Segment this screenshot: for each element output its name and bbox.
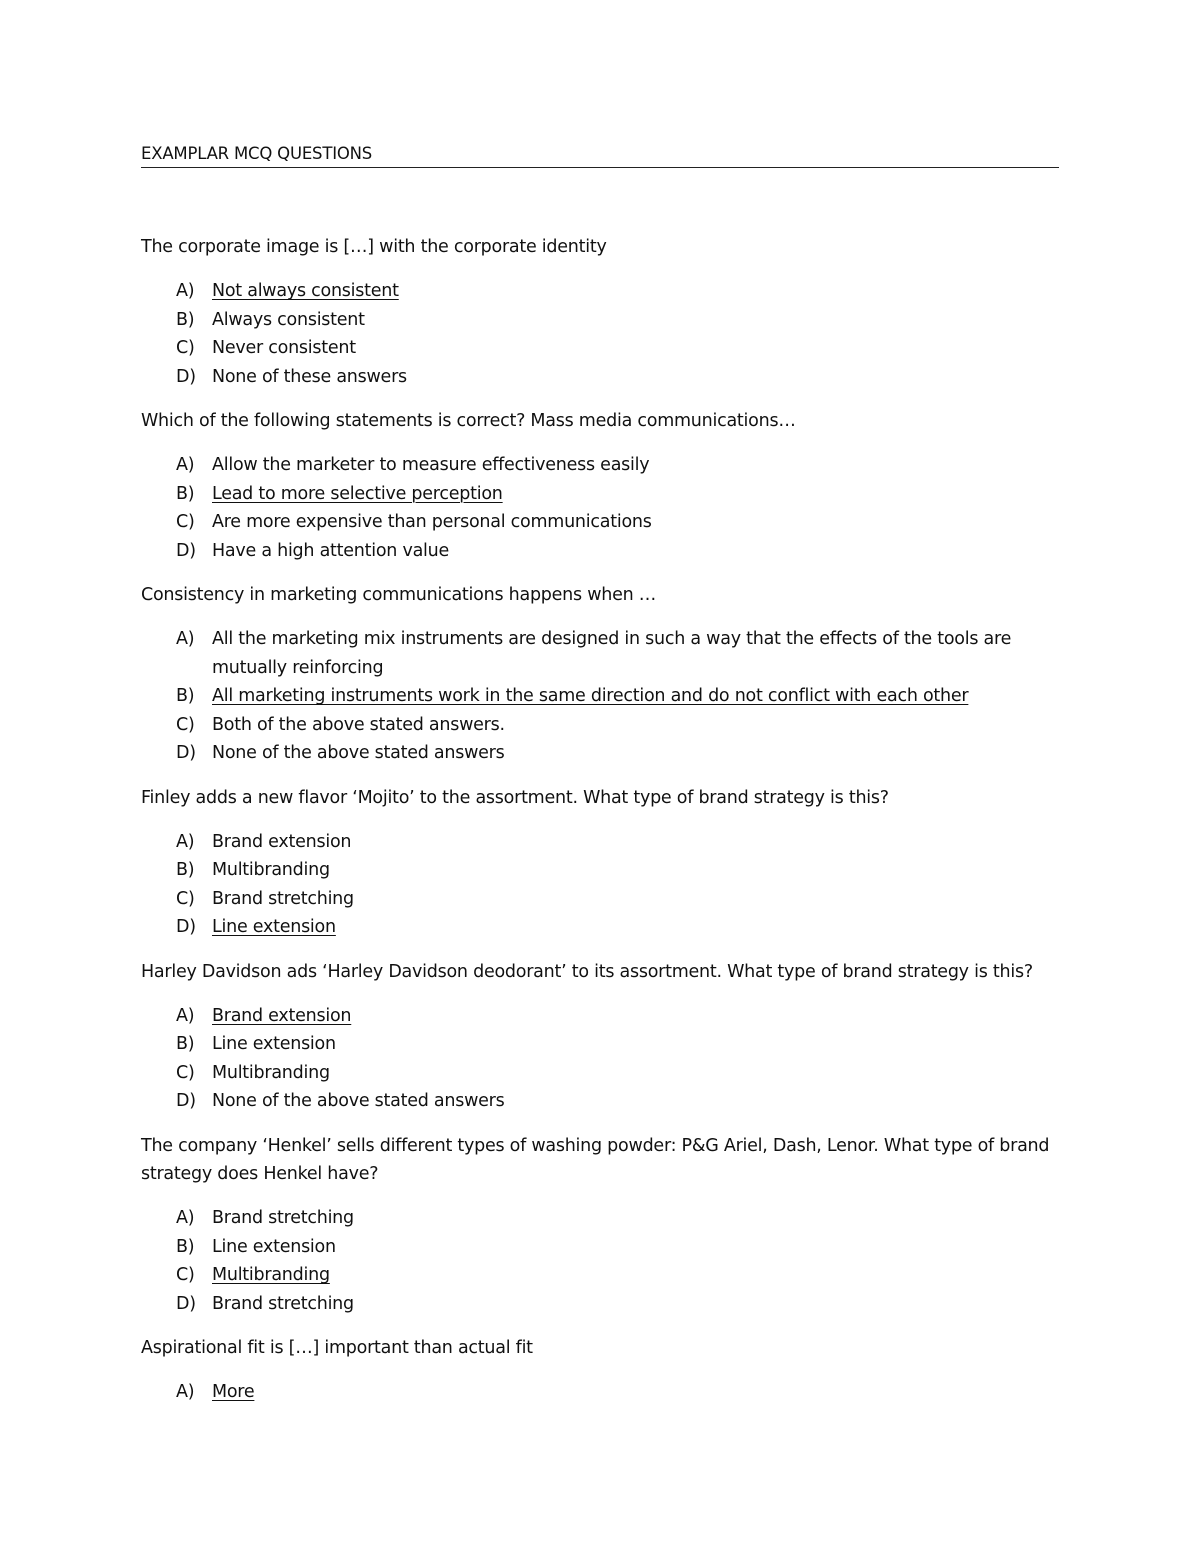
- question-text: Which of the following statements is correct? Mass media communications…: [141, 411, 796, 432]
- option-list: [141, 828, 1059, 942]
- option-d: [141, 1290, 1059, 1318]
- option-letter: B): [176, 1034, 195, 1055]
- question-3: [141, 581, 1059, 767]
- option-letter: A): [176, 1382, 195, 1403]
- question-text: The company ‘Henkel’ sells different types of washing powder: P&G Ariel, Dash, Lenor. What type of brand strategy does Henkel have?: [141, 1135, 1050, 1184]
- option-text: Line extension: [212, 917, 336, 938]
- option-text: Not always consistent: [212, 281, 399, 302]
- option-letter: C): [176, 1062, 195, 1083]
- option-text: None of the above stated answers: [212, 1091, 505, 1112]
- question-list: [141, 233, 1059, 1407]
- option-c: [141, 711, 1059, 739]
- option-letter: D): [176, 743, 196, 764]
- option-a: [141, 1378, 1059, 1406]
- option-list: [141, 1002, 1059, 1116]
- question-text: Harley Davidson ads ‘Harley Davidson deodorant’ to its assortment. What type of brand strategy is this?: [141, 961, 1033, 982]
- option-list: [141, 625, 1059, 767]
- option-letter: D): [176, 366, 196, 387]
- question-1: [141, 233, 1059, 391]
- option-letter: C): [176, 338, 195, 359]
- question-6: [141, 1132, 1059, 1318]
- question-2: [141, 407, 1059, 565]
- option-text: Are more expensive than personal communications: [212, 512, 652, 533]
- option-c: [141, 334, 1059, 362]
- option-c: [141, 885, 1059, 913]
- option-a: [141, 277, 1059, 305]
- option-list: [141, 451, 1059, 565]
- document-page: [141, 142, 1059, 1423]
- option-d: [141, 537, 1059, 565]
- option-letter: A): [176, 1005, 195, 1026]
- question-4: [141, 784, 1059, 942]
- option-text: Multibranding: [212, 1265, 330, 1286]
- option-letter: C): [176, 714, 195, 735]
- option-letter: A): [176, 1208, 195, 1229]
- option-a: [141, 1204, 1059, 1232]
- option-letter: D): [176, 540, 196, 561]
- option-letter: D): [176, 1293, 196, 1314]
- option-text: None of these answers: [212, 366, 407, 387]
- option-text: Have a high attention value: [212, 540, 450, 561]
- option-text: All marketing instruments work in the same direction and do not conflict with each other: [212, 686, 969, 707]
- option-letter: A): [176, 455, 195, 476]
- option-b: [141, 306, 1059, 334]
- option-text: Brand extension: [212, 831, 352, 852]
- question-text: Aspirational fit is […] important than actual fit: [141, 1338, 533, 1358]
- option-a: [141, 625, 1059, 682]
- option-a: [141, 828, 1059, 856]
- option-letter: B): [176, 309, 195, 330]
- option-letter: B): [176, 860, 195, 881]
- option-letter: B): [176, 483, 195, 504]
- option-d: [141, 1087, 1059, 1115]
- option-letter: C): [176, 512, 195, 533]
- option-d: [141, 363, 1059, 391]
- option-a: [141, 1002, 1059, 1030]
- option-letter: A): [176, 629, 195, 650]
- option-text: Lead to more selective perception: [212, 483, 503, 504]
- option-text: None of the above stated answers: [212, 743, 505, 764]
- option-text: Allow the marketer to measure effectiveness easily: [212, 455, 650, 476]
- option-letter: A): [176, 831, 195, 852]
- option-letter: D): [176, 1091, 196, 1112]
- option-d: [141, 739, 1059, 767]
- option-c: [141, 1261, 1059, 1289]
- option-a: [141, 451, 1059, 479]
- option-letter: D): [176, 917, 196, 938]
- option-text: Brand stretching: [212, 1208, 354, 1229]
- option-b: [141, 682, 1059, 710]
- option-text: Brand stretching: [212, 1293, 354, 1314]
- option-text: Line extension: [212, 1236, 336, 1257]
- option-text: All the marketing mix instruments are designed in such a way that the effects of the tools are mutually reinforcing: [212, 629, 1012, 678]
- option-list: [141, 277, 1059, 391]
- option-d: [141, 913, 1059, 941]
- question-5: [141, 958, 1059, 1116]
- option-b: [141, 1233, 1059, 1261]
- option-text: Never consistent: [212, 338, 356, 359]
- option-b: [141, 480, 1059, 508]
- document-title: EXAMPLAR MCQ QUESTIONS: [141, 142, 1059, 168]
- option-letter: C): [176, 888, 195, 909]
- option-list: [141, 1204, 1059, 1318]
- option-c: [141, 508, 1059, 536]
- option-letter: B): [176, 686, 195, 707]
- option-text: Multibranding: [212, 1062, 330, 1083]
- option-b: [141, 856, 1059, 884]
- option-letter: A): [176, 281, 195, 302]
- option-text: Brand stretching: [212, 888, 354, 909]
- option-text: More: [212, 1382, 255, 1403]
- option-text: Both of the above stated answers.: [212, 714, 505, 735]
- question-text: Finley adds a new flavor ‘Mojito’ to the assortment. What type of brand strategy is this?: [141, 787, 889, 808]
- option-letter: B): [176, 1236, 195, 1257]
- option-text: Always consistent: [212, 309, 365, 330]
- option-text: Line extension: [212, 1034, 336, 1055]
- question-text: The corporate image is […] with the corporate identity: [141, 237, 607, 257]
- question-7: [141, 1334, 1059, 1407]
- option-c: [141, 1059, 1059, 1087]
- option-text: Brand extension: [212, 1005, 352, 1026]
- question-text: Consistency in marketing communications happens when …: [141, 585, 657, 606]
- option-list: [141, 1378, 1059, 1406]
- option-letter: C): [176, 1265, 195, 1286]
- option-b: [141, 1030, 1059, 1058]
- option-text: Multibranding: [212, 860, 330, 881]
